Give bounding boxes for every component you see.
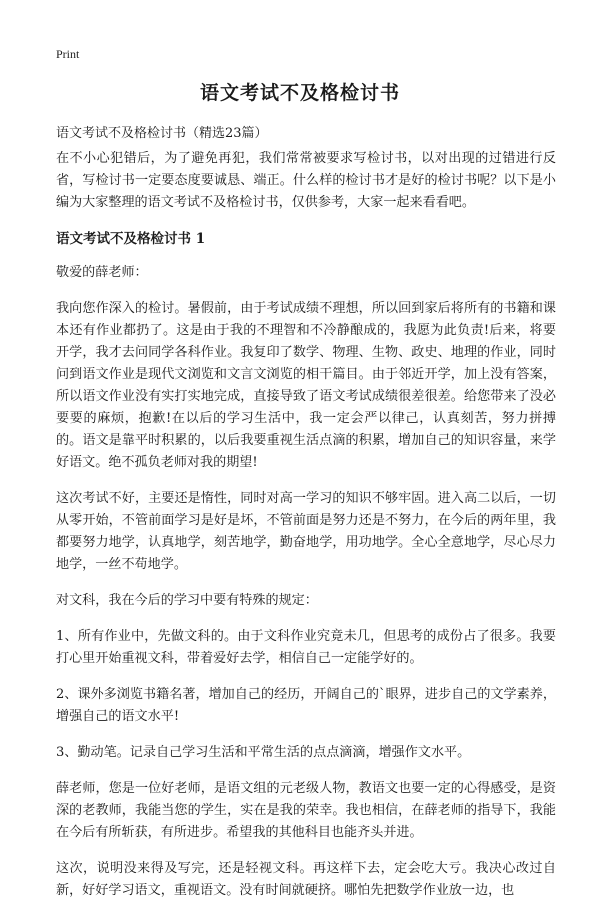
page-title: 语文考试不及格检讨书 — [199, 82, 400, 104]
paragraph: 3、勤动笔。记录自己学习生活和平常生活的点点滴滴，增强作文水平。 — [56, 745, 471, 760]
section-heading: 语文考试不及格检讨书 1 — [56, 231, 206, 247]
paragraph: 2、课外多浏览书籍名著，增加自己的经历，开阔自己的`眼界，进步自己的文学素养，增强自己的语文水平! — [56, 687, 556, 724]
paragraph: 这次考试不好，主要还是惰性，同时对高一学习的知识不够牢固。进入高二以后，一切从零开始，不管前面学习是好是坏，不管前面是努力还是不努力，在今后的两年里，我都要努力地学，认真地学，刻苦地学，勤奋地学，用功地学。全心全意地学，尽心尽力地学，一丝不苟地学。 — [56, 491, 556, 572]
print-link[interactable]: Print — [56, 47, 80, 61]
paragraph: 对文科，我在今后的学习中要有特殊的规定： — [56, 593, 318, 608]
paragraph: 1、所有作业中，先做文科的。由于文科作业究竟未几，但思考的成份占了很多。我要打心里开始重视文科，带着爱好去学，相信自己一定能学好的。 — [56, 629, 556, 666]
paragraph: 我向您作深入的检讨。暑假前，由于考试成绩不理想，所以回到家后将所有的书籍和课本还有作业都扔了。这是由于我的不理智和不冷静酿成的，我愿为此负责!后来，将要开学，我才去问同学各科作业。我复印了数学、物理、生物、政史、地理的作业，同时问到语文作业是现代文浏览和文言文浏览的相干篇目。由于邻近开学，加上没有答案，所以语文作业没有实打实地完成，直接导致了语文考试成绩很差很差。给您带来了没必要要的麻烦，抱歉!在以后的学习生活中，我一定会严以律己，认真刻苦，努力拼搏的。语文是靠平时积累的，以后我要重视生活点滴的积累，增加自己的知识容量，来学好语文。绝不孤负老师对我的期望! — [56, 301, 556, 470]
page-subtitle: 语文考试不及格检讨书（精选23篇） — [56, 126, 268, 141]
paragraph: 薛老师，您是一位好老师，是语文组的元老级人物，教语文也要一定的心得感受，是资深的老教师，我能当您的学生，实在是我的荣幸。我也相信，在薛老师的指导下，我能在今后有所斩获，有所进步。希望我的其他科目也能齐头并进。 — [56, 781, 556, 840]
paragraph: 这次，说明没来得及写完，还是轻视文科。再这样下去，定会吃大亏。我决心改过自新，好好学习语文，重视语文。没有时间就硬挤。哪怕先把数学作业放一边，也 — [56, 861, 556, 898]
greeting: 敬爱的薛老师： — [56, 265, 148, 280]
article-body — [56, 148, 556, 916]
intro-paragraph: 在不小心犯错后，为了避免再犯，我们常常被要求写检讨书，以对出现的过错进行反省，写检讨书一定要态度要诚恳、端正。什么样的检讨书才是好的检讨书呢？以下是小编为大家整理的语文考试不及格检讨书，仅供参考，大家一起来看看吧。 — [56, 151, 556, 210]
